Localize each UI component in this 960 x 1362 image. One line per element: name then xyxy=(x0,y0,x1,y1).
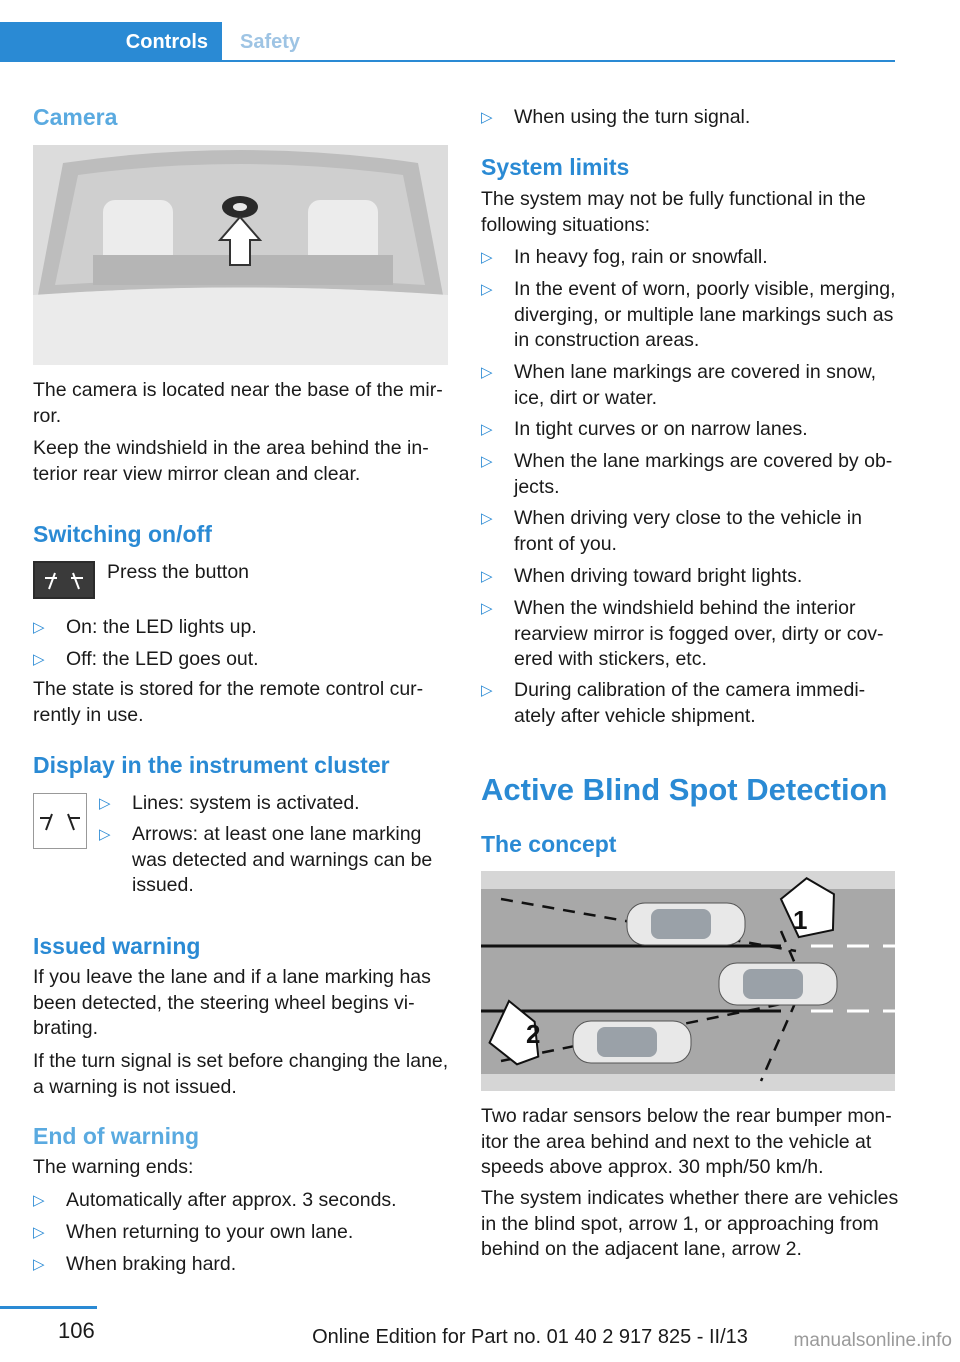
switching-heading: Switching on/off xyxy=(33,521,212,547)
camera-paragraph-2: Keep the windshield in the area behind the in-terior rear view mirror clean and clear. xyxy=(33,437,429,485)
list-item: ▷ In heavy fog, rain or snowfall. xyxy=(481,245,895,271)
triangle-bullet-icon: ▷ xyxy=(99,795,111,812)
limits-intro: The system may not be fully functional in the following situations: xyxy=(481,188,866,236)
lane-departure-button-icon xyxy=(33,561,95,599)
triangle-bullet-icon: ▷ xyxy=(481,682,493,699)
car-bottom-icon xyxy=(573,1021,691,1063)
camera-paragraph-1: The camera is located near the base of the mir-ror. xyxy=(33,379,443,427)
triangle-bullet-icon: ▷ xyxy=(481,600,493,617)
triangle-bullet-icon: ▷ xyxy=(33,651,45,668)
blind-spot-illustration xyxy=(481,871,895,1091)
issued-warning-heading: Issued warning xyxy=(33,933,201,959)
triangle-bullet-icon: ▷ xyxy=(481,510,493,527)
footer-rule xyxy=(0,1306,97,1309)
issued-paragraph-2: If the turn signal is set before changing the lane, a warning is not issued. xyxy=(33,1050,449,1098)
triangle-bullet-icon: ▷ xyxy=(481,453,493,470)
list-item: ▷ In the event of worn, poorly visible, merging, diverging, or multiple lane markings such as in construction areas. xyxy=(481,278,896,351)
watermark: manualsonline.info xyxy=(793,1330,952,1351)
camera-location-illustration xyxy=(33,145,448,365)
display-heading: Display in the instrument cluster xyxy=(33,752,390,778)
bsd-heading: Active Blind Spot Detection xyxy=(481,772,888,807)
list-item: ▷ Off: the LED goes out. xyxy=(33,647,448,673)
concept-heading: The concept xyxy=(481,831,617,857)
triangle-bullet-icon: ▷ xyxy=(99,826,111,843)
list-item: ▷ When lane markings are covered in snow, ice, dirt or water. xyxy=(481,361,877,409)
lane-display-icon xyxy=(33,793,87,849)
edition-text: Online Edition for Part no. 01 40 2 917 825 - II/13 xyxy=(312,1326,748,1348)
triangle-bullet-icon: ▷ xyxy=(481,109,493,126)
list-item: ▷ When returning to your own lane. xyxy=(33,1220,448,1246)
end-intro: The warning ends: xyxy=(33,1156,194,1178)
header-rule xyxy=(0,60,895,62)
tab-controls[interactable]: Controls xyxy=(0,22,222,62)
triangle-bullet-icon: ▷ xyxy=(481,568,493,585)
system-limits-heading: System limits xyxy=(481,154,630,180)
list-item: ▷ When the windshield behind the interior rearview mirror is fogged over, dirty or cov-ered with stickers, etc. xyxy=(481,597,884,670)
triangle-bullet-icon: ▷ xyxy=(33,1224,45,1241)
page-number: 106 xyxy=(58,1318,95,1343)
triangle-bullet-icon: ▷ xyxy=(481,421,493,438)
arrow-1-label: 1 xyxy=(793,905,808,935)
concept-paragraph-1: Two radar sensors below the rear bumper mon-itor the area behind and next to the vehicle at speeds above approx. 30 mph/50 km/h. xyxy=(481,1105,892,1178)
list-item: ▷ When using the turn signal. xyxy=(481,105,895,131)
list-item: ▷ When driving very close to the vehicle in front of you. xyxy=(481,507,862,555)
list-item: ▷ When braking hard. xyxy=(33,1252,448,1278)
tab-safety[interactable]: Safety xyxy=(240,31,301,53)
triangle-bullet-icon: ▷ xyxy=(481,249,493,266)
list-item: ▷ Automatically after approx. 3 seconds. xyxy=(33,1188,448,1214)
issued-paragraph-1: If you leave the lane and if a lane marking has been detected, the steering wheel begins vi-brating. xyxy=(33,966,431,1039)
list-item: ▷ Lines: system is activated. xyxy=(99,791,448,817)
switch-press-text: Press the button xyxy=(107,561,250,583)
list-item: ▷ In tight curves or on narrow lanes. xyxy=(481,417,895,443)
list-item: ▷ On: the LED lights up. xyxy=(33,615,448,641)
triangle-bullet-icon: ▷ xyxy=(33,619,45,636)
triangle-bullet-icon: ▷ xyxy=(33,1256,45,1273)
triangle-bullet-icon: ▷ xyxy=(481,281,493,298)
list-item: ▷ Arrows: at least one lane marking was detected and warnings can be issued. xyxy=(99,823,433,896)
list-item: ▷ When the lane markings are covered by ob-jects. xyxy=(481,450,893,498)
car-middle-icon xyxy=(719,963,837,1005)
list-item: ▷ When driving toward bright lights. xyxy=(481,564,895,590)
arrow-2-label: 2 xyxy=(526,1019,541,1049)
camera-heading: Camera xyxy=(33,104,118,130)
car-top-icon xyxy=(627,903,745,945)
concept-paragraph-2: The system indicates whether there are vehicles in the blind spot, arrow 1, or approaching from behind on the adjacent lane, arrow 2. xyxy=(481,1187,899,1260)
list-item: ▷ During calibration of the camera immedi-ately after vehicle shipment. xyxy=(481,679,866,727)
switch-state-paragraph: The state is stored for the remote control cur-rently in use. xyxy=(33,678,424,726)
section-tabs xyxy=(0,22,895,62)
end-of-warning-heading: End of warning xyxy=(33,1123,200,1149)
triangle-bullet-icon: ▷ xyxy=(481,364,493,381)
triangle-bullet-icon: ▷ xyxy=(33,1192,45,1209)
